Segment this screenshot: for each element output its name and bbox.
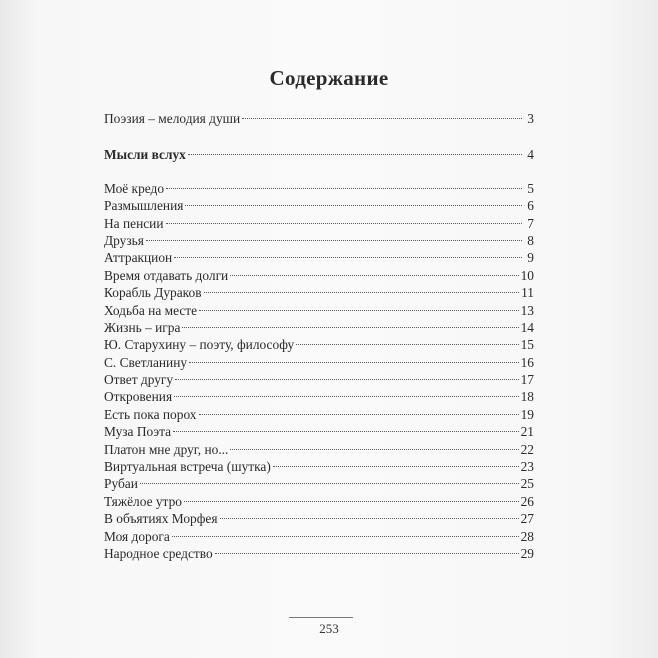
toc-entry-label: Моя дорога	[104, 528, 170, 544]
dot-leader	[230, 449, 518, 450]
toc-entry	[104, 510, 534, 527]
toc-entry-page: 29	[520, 545, 534, 561]
toc-entry	[104, 180, 534, 197]
toc-entry-page: 19	[520, 406, 534, 422]
toc-entry-page: 7	[527, 215, 534, 231]
toc-entry	[104, 354, 534, 371]
toc-entry-list	[104, 180, 534, 563]
toc-entry-page: 9	[527, 250, 534, 266]
toc-entry	[104, 458, 534, 475]
dot-leader	[146, 240, 522, 241]
dot-leader	[204, 292, 520, 293]
toc-entry-label: Ответ другу	[104, 372, 174, 388]
toc-entry-page: 27	[520, 511, 534, 527]
dot-leader	[220, 518, 519, 519]
dot-leader	[140, 483, 519, 484]
toc-entry	[104, 493, 534, 510]
dot-leader	[174, 396, 519, 397]
toc-entry-label: Время отдавать долги	[104, 267, 229, 283]
toc-entry	[104, 232, 534, 249]
toc-entry-page: 16	[520, 354, 534, 370]
toc-entry	[104, 302, 534, 319]
dot-leader	[296, 344, 518, 345]
dot-leader	[175, 379, 518, 380]
dot-leader	[166, 223, 522, 224]
toc-entry-label: Платон мне друг, но...	[104, 441, 229, 457]
toc-entry-label: В объятиях Морфея	[104, 511, 218, 527]
toc-entry	[104, 110, 534, 127]
toc-entry-label: Корабль Дураков	[104, 285, 202, 301]
toc-entry-label: Жизнь – игра	[104, 319, 181, 335]
toc-entry-label: Муза Поэта	[104, 424, 172, 440]
dot-leader	[173, 431, 519, 432]
toc-entry-label: Виртуальная встреча (шутка)	[104, 459, 271, 475]
toc-entry	[104, 528, 534, 545]
toc-entry-label: Размышления	[104, 198, 184, 214]
toc-entry-page: 11	[521, 285, 534, 301]
toc-entry-page: 25	[520, 476, 534, 492]
toc-entry	[104, 545, 534, 562]
toc-entry-page: 26	[520, 493, 534, 509]
toc-entry-label: Откровения	[104, 389, 173, 405]
toc-entry-label: С. Светланину	[104, 354, 188, 370]
toc-entry-page: 5	[527, 180, 534, 196]
dot-leader	[230, 275, 518, 276]
toc-entry	[104, 267, 534, 284]
toc-entry-label: Ходьба на месте	[104, 302, 198, 318]
toc-entry-label: Моё кредо	[104, 180, 165, 196]
toc-entry-label: Мысли вслух	[104, 147, 186, 163]
toc-entry	[104, 388, 534, 405]
toc-entry	[104, 197, 534, 214]
toc-entry-label: Народное средство	[104, 545, 213, 561]
toc-entry	[104, 284, 534, 301]
toc-entry-page: 6	[527, 198, 534, 214]
dot-leader	[174, 257, 522, 258]
toc-entry	[104, 406, 534, 423]
toc-entry	[104, 371, 534, 388]
toc-entry-page: 10	[520, 267, 534, 283]
toc-entry	[104, 319, 534, 336]
toc-entry-page: 23	[520, 459, 534, 475]
toc-entry-label: Есть пока порох	[104, 406, 197, 422]
toc-entry-page: 18	[520, 389, 534, 405]
toc-section-heading	[104, 146, 534, 163]
toc-entry-page: 14	[520, 319, 534, 335]
toc-entry	[104, 441, 534, 458]
toc-entry-page: 3	[527, 111, 534, 126]
toc-entry-page: 15	[520, 337, 534, 353]
toc-entry	[104, 423, 534, 440]
toc-entry-page: 28	[520, 528, 534, 544]
toc-entry-page: 4	[527, 147, 534, 163]
toc-entry-label: Ю. Старухину – поэту, философу	[104, 337, 295, 353]
dot-leader	[182, 327, 518, 328]
dot-leader	[215, 553, 519, 554]
dot-leader	[242, 118, 522, 119]
dot-leader	[199, 310, 519, 311]
toc-entry-label: Тяжёлое утро	[104, 493, 182, 509]
dot-leader	[188, 154, 522, 155]
table-of-contents	[104, 110, 534, 562]
toc-entry-page: 17	[520, 372, 534, 388]
dot-leader	[172, 536, 519, 537]
toc-entry	[104, 336, 534, 353]
dot-leader	[199, 414, 519, 415]
toc-entry-label: Рубаи	[104, 476, 138, 492]
dot-leader	[166, 188, 522, 189]
toc-entry-page: 8	[527, 232, 534, 248]
toc-entry-label: Поэзия – мелодия души	[104, 111, 241, 126]
toc-entry-page: 22	[520, 441, 534, 457]
toc-entry	[104, 249, 534, 266]
toc-entry	[104, 475, 534, 492]
toc-entry-label: Аттракцион	[104, 250, 173, 266]
page-number: 253	[319, 621, 339, 636]
toc-entry	[104, 215, 534, 232]
toc-entry-label: На пенсии	[104, 215, 164, 231]
footer-rule	[289, 617, 353, 618]
page-title: Содержание	[269, 66, 389, 90]
dot-leader	[273, 466, 519, 467]
dot-leader	[184, 501, 519, 502]
toc-entry-page: 21	[520, 424, 534, 440]
toc-entry-page: 13	[520, 302, 534, 318]
dot-leader	[189, 362, 519, 363]
toc-entry-label: Друзья	[104, 232, 144, 248]
dot-leader	[185, 205, 522, 206]
